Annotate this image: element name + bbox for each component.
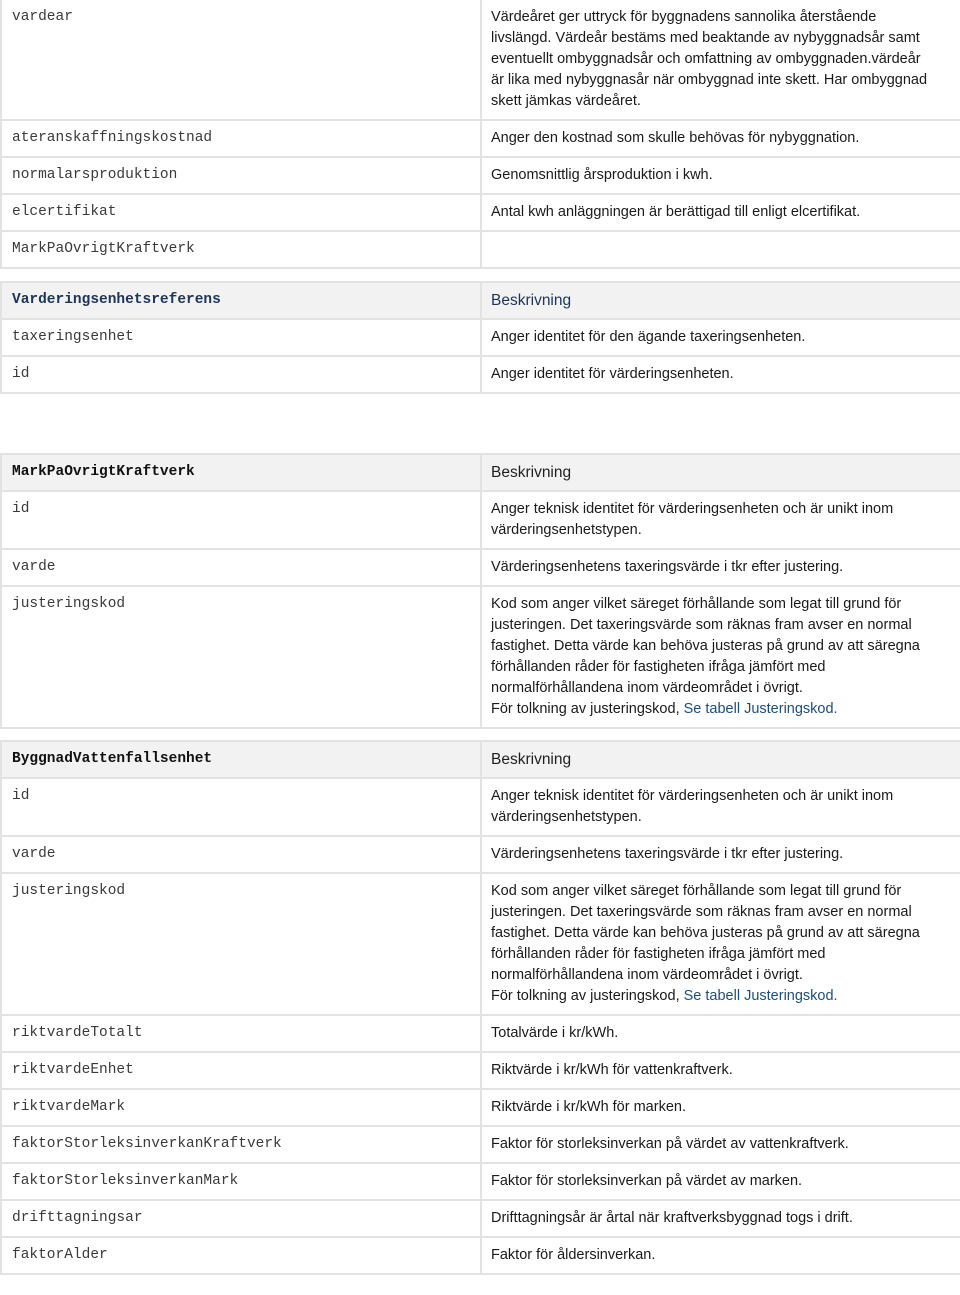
field-description: Faktor för storleksinverkan på värdet av marken. <box>491 1173 803 1189</box>
field-name: faktorStorleksinverkanMark <box>12 1173 239 1189</box>
field-name: varde <box>12 559 56 575</box>
table-row <box>1 319 960 356</box>
field-description: Anger identitet för värderingsenheten. <box>491 366 734 382</box>
table-row <box>1 356 960 393</box>
table-row <box>1 157 960 194</box>
field-description: Värderingsenhetens taxeringsvärde i tkr efter justering. <box>491 846 844 862</box>
table-title: ByggnadVattenfallsenhet <box>12 751 213 767</box>
field-description <box>482 232 960 246</box>
field-name: elcertifikat <box>12 204 117 220</box>
table-continued <box>0 0 960 269</box>
table-row <box>1 836 960 873</box>
field-description: Totalvärde i kr/kWh. <box>491 1025 619 1041</box>
table-row <box>1 0 960 120</box>
field-description: Värderingsenhetens taxeringsvärde i tkr efter justering. <box>491 559 844 575</box>
table-row <box>1 1163 960 1200</box>
justeringskod-table-link[interactable]: Se tabell Justeringskod. <box>683 988 838 1004</box>
table-row <box>1 873 960 1015</box>
table-row <box>1 586 960 728</box>
field-description: Drifttagningsår är årtal när kraftverksbyggnad togs i drift. <box>491 1210 853 1226</box>
field-name: id <box>12 788 30 804</box>
column-header-beskrivning: Beskrivning <box>491 751 572 768</box>
field-name: riktvardeTotalt <box>12 1025 143 1041</box>
field-description: Anger den kostnad som skulle behövas för nybyggnation. <box>491 130 860 146</box>
table-title: Varderingsenhetsreferens <box>12 292 221 308</box>
table-markpaovrigtkraftverk <box>0 453 960 729</box>
field-description: Genomsnittlig årsproduktion i kwh. <box>491 167 713 183</box>
description-text: Kod som anger vilket säreget förhållande som legat till grund för justeringen. Det taxeringsvärde som räknas fram avser en normal fastighet. Detta värde kan behöva justeras på grund av att säregna förhållanden råder för fastigheten ifråga jämfört med normalförhållandena inom värdeområdet i övrigt. För tolkning av justeringskod, <box>491 883 920 1004</box>
table-title: MarkPaOvrigtKraftverk <box>12 464 195 480</box>
table-row <box>1 549 960 586</box>
field-name: riktvardeEnhet <box>12 1062 134 1078</box>
table-header-row <box>1 454 960 491</box>
field-description <box>482 874 960 1014</box>
table-row <box>1 1200 960 1237</box>
table-row <box>1 1052 960 1089</box>
table-row <box>1 778 960 836</box>
field-name: drifttagningsar <box>12 1210 143 1226</box>
field-description: Anger identitet för den ägande taxeringsenheten. <box>491 329 806 345</box>
description-text: Kod som anger vilket säreget förhållande som legat till grund för justeringen. Det taxeringsvärde som räknas fram avser en normal fastighet. Detta värde kan behöva justeras på grund av att säregna förhållanden råder för fastigheten ifråga jämfört med normalförhållandena inom värdeområdet i övrigt. För tolkning av justeringskod, <box>491 596 920 717</box>
table-row <box>1 1237 960 1274</box>
field-description <box>482 587 960 727</box>
table-header-row <box>1 741 960 778</box>
column-header-beskrivning: Beskrivning <box>491 464 572 481</box>
table-row <box>1 1089 960 1126</box>
field-description: Riktvärde i kr/kWh för vattenkraftverk. <box>491 1062 733 1078</box>
table-row <box>1 1126 960 1163</box>
field-name: faktorStorleksinverkanKraftverk <box>12 1136 282 1152</box>
field-name: riktvardeMark <box>12 1099 126 1115</box>
justeringskod-table-link[interactable]: Se tabell Justeringskod. <box>683 701 838 717</box>
field-name: id <box>12 501 30 517</box>
field-name: taxeringsenhet <box>12 329 134 345</box>
table-row <box>1 120 960 157</box>
column-header-beskrivning: Beskrivning <box>491 292 572 309</box>
field-description: Värdeåret ger uttryck för byggnadens sannolika återstående livslängd. Värdeår bestäms med beaktande av nybyggnadsår samt eventuellt ombyggnadsår och omfattning av ombyggnaden.värdeår är lika med nybyggnasår när ombyggnad inte skett. Har ombyggnad skett jämkas värdeåret. <box>491 9 928 109</box>
field-description: Anger teknisk identitet för värderingsenheten och är unikt inom värderingsenhetstypen. <box>491 788 894 825</box>
field-name: normalarsproduktion <box>12 167 178 183</box>
field-description: Anger teknisk identitet för värderingsenheten och är unikt inom värderingsenhetstypen. <box>491 501 894 538</box>
field-name: vardear <box>12 9 73 25</box>
field-description: Faktor för storleksinverkan på värdet av vattenkraftverk. <box>491 1136 849 1152</box>
field-name: faktorAlder <box>12 1247 108 1263</box>
field-description: Antal kwh anläggningen är berättigad till enligt elcertifikat. <box>491 204 861 220</box>
field-name: ateranskaffningskostnad <box>12 130 213 146</box>
table-row <box>1 491 960 549</box>
table-varderingsenhetsreferens <box>0 281 960 394</box>
table-byggnadvattenfallsenhet <box>0 740 960 1275</box>
field-name: varde <box>12 846 56 862</box>
field-description: Riktvärde i kr/kWh för marken. <box>491 1099 686 1115</box>
table-header-row <box>1 282 960 319</box>
field-name: MarkPaOvrigtKraftverk <box>12 241 195 257</box>
field-description: Faktor för åldersinverkan. <box>491 1247 656 1263</box>
table-row <box>1 1015 960 1052</box>
table-row <box>1 231 960 268</box>
table-row <box>1 194 960 231</box>
field-name: id <box>12 366 30 382</box>
field-name: justeringskod <box>12 596 126 612</box>
field-name: justeringskod <box>12 883 126 899</box>
